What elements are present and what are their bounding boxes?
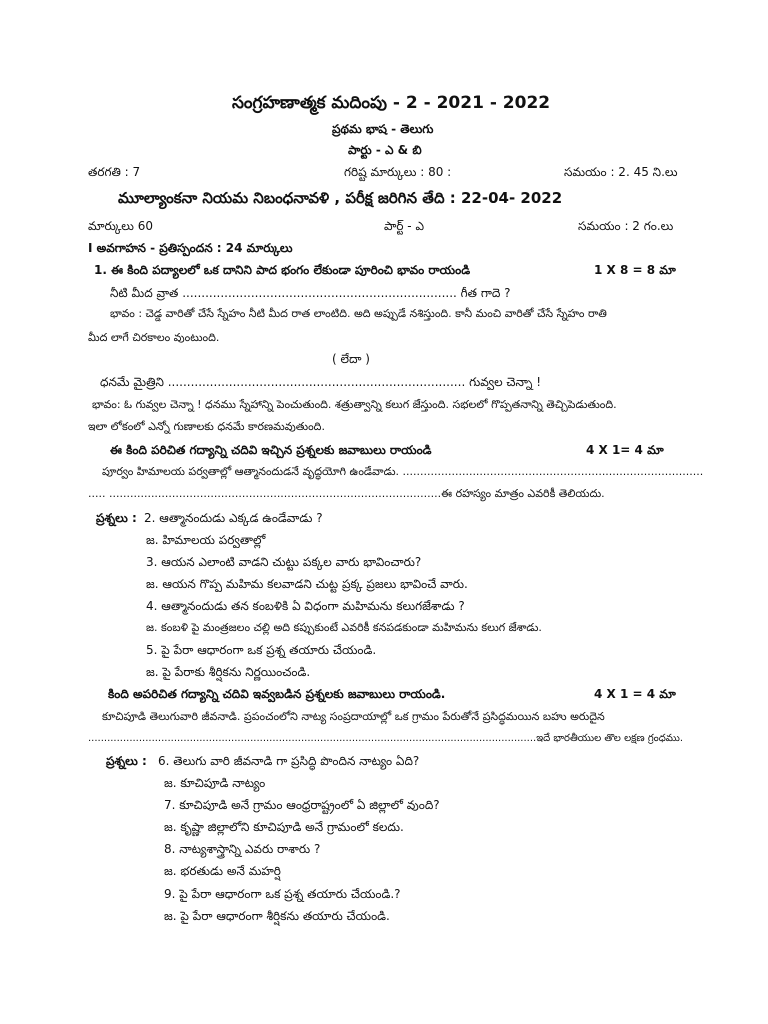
class-label: తరగతి : 7: [88, 165, 141, 179]
subject-line: ప్రథమ భాష - తెలుగు: [332, 122, 434, 136]
q1-instruction: 1. ఈ కింది పద్యాలలో ఒక దానిని పాద భంగం లేకుండా పూరించి భావం రాయండి: [94, 263, 471, 277]
marks-label: మార్కులు 60: [88, 219, 153, 233]
parts-line: పార్టు - ఎ & బి: [348, 143, 422, 157]
q2-item: 3. ఆయన ఎలాంటి వాడని చుట్టు పక్కల వారు భావించారు?: [146, 555, 422, 569]
q3-passage-line-1: కూచిపూడి తెలుగువారి జీవనాడి. ప్రపంచంలోని నాట్య సంప్రదాయాల్లో ఒక గ్రామం పేరుతోనే ప్రసిద్ధమయిన బహు అరుదైన: [102, 710, 605, 723]
part-time-label: సమయం : 2 గం.లు: [578, 219, 674, 233]
q2-item: 4. ఆత్మానందుడు తన కంబళికి ఏ విధంగా మహిమను కలుగజేశాడు ?: [146, 599, 465, 613]
q2-passage-line-1: పూర్వం హిమాలయ పర్వతాల్లో ఆత్మానందుడనే వృద్ధయోగి ఉండేవాడు. ......................................................................................: [102, 465, 704, 478]
q3-item: జ. భరతుడు అనే మహర్షి: [164, 864, 281, 878]
q2-item: జ. హిమాలయ పర్వతాల్లో: [146, 533, 266, 547]
part-label: పార్ట్ - ఎ: [384, 219, 424, 233]
q2-item: 5. పై పేరా ఆధారంగా ఒక ప్రశ్న తయారు చేయండి.: [146, 643, 377, 657]
q2-item: జ. కంబళి పై మంత్రజలం చల్లి అది కప్పుకుంటే ఎవరికీ కనపడకుండా మహిమను కలుగ జేశాడు.: [146, 621, 542, 634]
q2-questions-label: ప్రశ్నలు :: [96, 511, 137, 525]
q3-item: 6. తెలుగు వారి జీవనాడి గా ప్రసిద్ధి పొందిన నాట్యం ఏది?: [158, 754, 420, 768]
section-heading: I అవగాహన - ప్రతిస్పందన : 24 మార్కులు: [88, 241, 293, 255]
total-time-label: సమయం : 2. 45 ని.లు: [564, 165, 678, 179]
q3-passage-line-2: .............................................................................................................................................ఇదే భారతీయుల తొల లక్షణ గ్రంధము.: [88, 733, 683, 744]
q3-item: 8. నాట్యశాస్త్రాన్ని ఎవరు రాశారు ?: [164, 842, 321, 856]
exam-title: సంగ్రహణాత్మక మదింపు - 2 - 2021 - 2022: [232, 93, 551, 113]
max-marks-label: గరిష్ట మార్కులు : 80 :: [344, 165, 452, 179]
poem-line-2: ధనమే మైత్రిని .............................................................................. గువ్వల చెన్నా !: [100, 375, 542, 389]
q2-instruction: ఈ కింది పరిచిత గద్యాన్ని చదివి ఇచ్చిన ప్రశ్నలకు జవాబులు రాయండి: [110, 443, 432, 457]
poem-line-1: నీటి మీద వ్రాత ........................................................................ గీత గాదె ?: [110, 286, 511, 300]
q2-item: జ. పై పేరాకు శీర్షికను నిర్ణయించండి.: [146, 665, 311, 679]
q2-passage-line-2: ..... ...............................................................................................ఈ రహస్యం మాత్రం ఎవరికీ తెలియదు.: [88, 487, 605, 500]
or-label: ( లేదా ): [332, 352, 370, 366]
bhavam-2-line-1: భావం: ఓ గువ్వల చెన్నా ! ధనము స్నేహాన్ని పెంచుతుంది. శత్రుత్వాన్ని కలుగ జేస్తుంది. సభలలో గొప్పతనాన్ని తెచ్చిపెడుతుంది.: [92, 398, 617, 411]
q3-item: జ. పై పేరా ఆధారంగా శీర్షికను తయారు చేయండి.: [164, 909, 390, 923]
q2-item: జ. ఆయన గొప్ప మహిమ కలవాడని చుట్ట ప్రక్క ప్రజలు భావించే వారు.: [146, 577, 468, 591]
q3-instruction: కింది అపరిచిత గద్యాన్ని చదివి ఇవ్వబడిన ప్రశ్నలకు జవాబులు రాయండి.: [108, 687, 446, 701]
q1-marks: 1 X 8 = 8 మా: [594, 263, 676, 277]
evaluation-heading: మూల్యాంకనా నియమ నిబంధనావళి , పరీక్ష జరిగిన తేది : 22-04- 2022: [118, 189, 563, 207]
q3-questions-label: ప్రశ్నలు :: [106, 754, 147, 768]
q3-item: 9. పై పేరా ఆధారంగా ఒక ప్రశ్న తయారు చేయండి.?: [164, 887, 401, 901]
q3-item: జ. కృష్ణా జిల్లాలోని కూచిపూడి అనే గ్రామంలో కలదు.: [164, 820, 404, 834]
q3-item: జ. కూచిపూడి నాట్యం: [164, 776, 266, 790]
q3-marks: 4 X 1 = 4 మా: [594, 687, 676, 701]
bhavam-1-line-1: భావం : చెడ్డ వారితో చేసే స్నేహం నీటి మీద రాత లాంటిది. అది అప్పుడే నశిస్తుంది. కానీ మంచి వారితో చేసే స్నేహం రాతి: [110, 307, 607, 320]
bhavam-1-line-2: మీద లాగే చిరకాలం వుంటుంది.: [88, 331, 220, 344]
q2-item: 2. ఆత్మానందుడు ఎక్కడ ఉండేవాడు ?: [144, 511, 323, 525]
q2-marks: 4 X 1= 4 మా: [586, 443, 664, 457]
q3-item: 7. కూచిపూడి అనే గ్రామం ఆంధ్రరాష్ట్రంలో ఏ జిల్లాలో వుంది?: [164, 798, 440, 812]
bhavam-2-line-2: ఇలా లోకంలో ఎన్నో గుణాలకు ధనమే కారణమవుతుంది.: [88, 420, 325, 433]
